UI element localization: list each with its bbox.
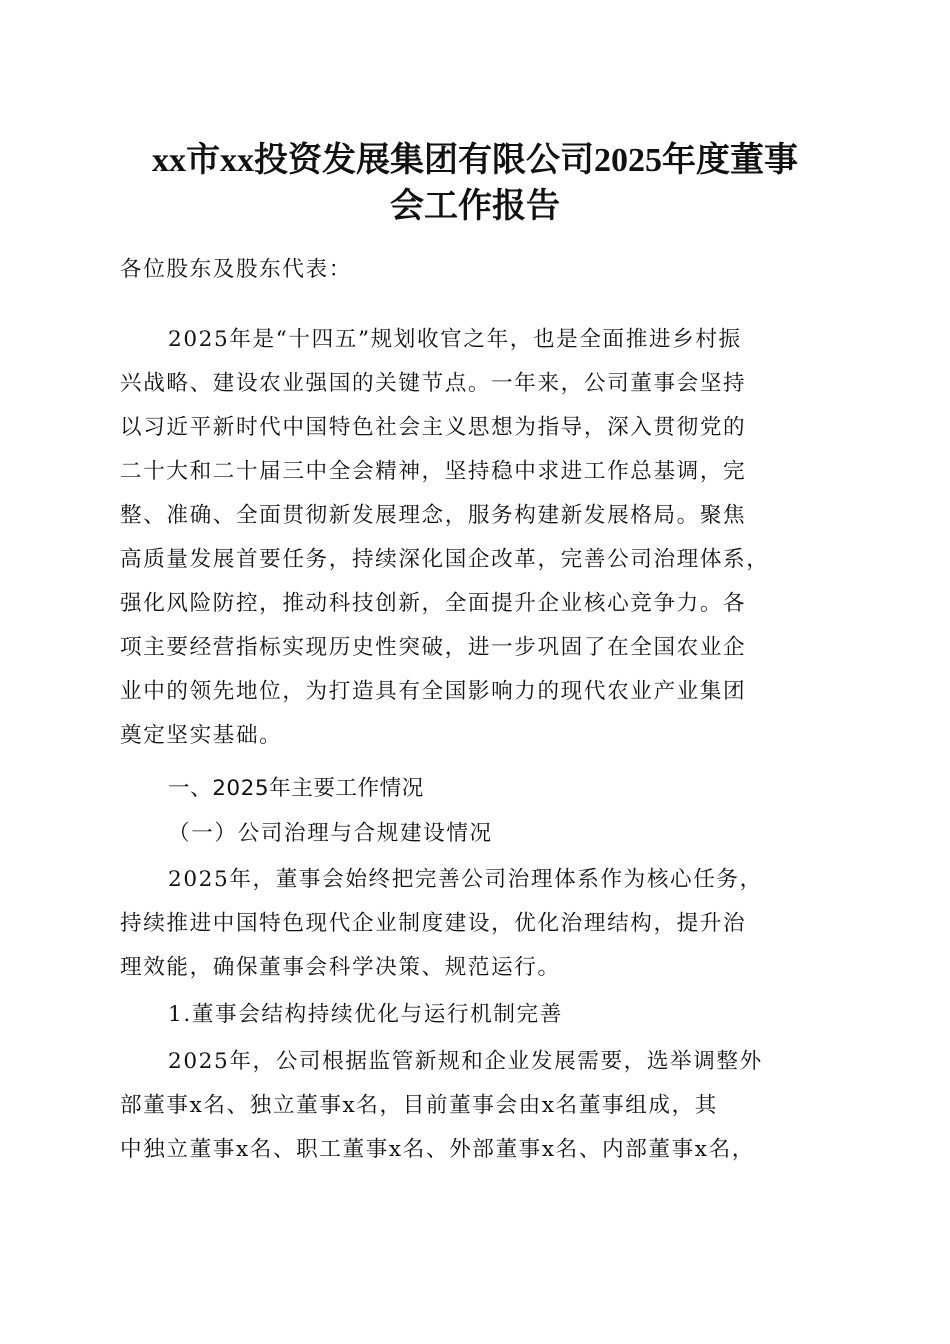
salutation: 各位股东及股东代表：	[120, 257, 352, 282]
subsection-heading: （一）公司治理与合规建设情况	[168, 821, 493, 846]
intro-line: 奠定坚实基础。	[120, 723, 283, 748]
item-para-line: 2025年，公司根据监管新规和企业发展需要，选举调整外	[168, 1049, 763, 1074]
intro-line: 以习近平新时代中国特色社会主义思想为指导，深入贯彻党的	[120, 415, 747, 440]
subsection-para-line: 2025年，董事会始终把完善公司治理体系作为核心任务，	[168, 867, 763, 892]
document-title-line-2: 会工作报告	[390, 188, 560, 225]
item-heading: 1.董事会结构持续优化与运行机制完善	[168, 1002, 563, 1027]
item-para-line: 部董事x名、独立董事x名，目前董事会由x名董事组成，其	[120, 1093, 718, 1118]
intro-line: 业中的领先地位，为打造具有全国影响力的现代农业产业集团	[120, 679, 747, 704]
document-title-line-1: xx市xx投资发展集团有限公司2025年度董事	[152, 142, 798, 179]
subsection-para-line: 持续推进中国特色现代企业制度建设，优化治理结构，提升治	[120, 911, 747, 936]
intro-line: 二十大和二十届三中全会精神，坚持稳中求进工作总基调，完	[120, 459, 747, 484]
subsection-para-line: 理效能，确保董事会科学决策、规范运行。	[120, 955, 561, 980]
intro-line: 2025年是“十四五”规划收官之年，也是全面推进乡村振	[168, 327, 742, 352]
section-heading: 一、2025年主要工作情况	[168, 776, 424, 801]
intro-line: 兴战略、建设农业强国的关键节点。一年来，公司董事会坚持	[120, 371, 747, 396]
intro-line: 强化风险防控，推动科技创新，全面提升企业核心竞争力。各	[120, 591, 747, 616]
intro-line: 整、准确、全面贯彻新发展理念，服务构建新发展格局。聚焦	[120, 503, 747, 528]
item-para-line: 中独立董事x名、职工董事x名、外部董事x名、内部董事x名，	[120, 1137, 755, 1162]
intro-line: 项主要经营指标实现历史性突破，进一步巩固了在全国农业企	[120, 635, 747, 660]
intro-line: 高质量发展首要任务，持续深化国企改革，完善公司治理体系，	[120, 547, 770, 572]
